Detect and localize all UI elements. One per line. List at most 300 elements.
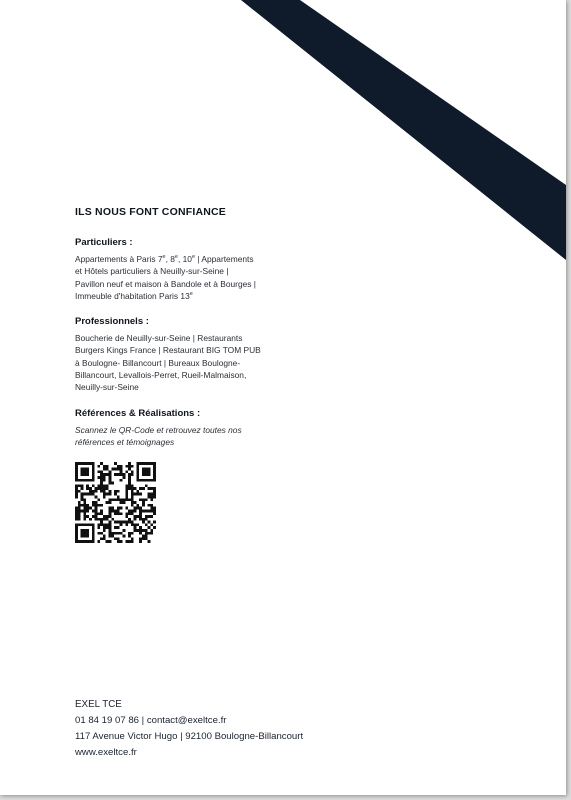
references-title: Références & Réalisations : [75,407,201,419]
qr-module [128,479,131,482]
qr-module [145,473,148,476]
qr-module [95,512,98,515]
qr-module [92,532,95,535]
qr-module [109,470,112,473]
qr-module [103,526,106,529]
qr-module [97,476,100,479]
qr-module [100,532,103,535]
qr-module [136,465,139,468]
qr-module [75,509,78,512]
qr-module [131,484,134,487]
qr-module [131,523,134,526]
qr-module [148,479,151,482]
qr-module [75,493,78,496]
qr-module [86,529,89,532]
qr-module [122,476,125,479]
qr-module [81,535,84,538]
qr-module [109,501,112,504]
qr-module [100,479,103,482]
qr-module [131,504,134,507]
qr-module [83,473,86,476]
qr-module [150,498,153,501]
qr-module [117,540,120,543]
qr-module [117,532,120,535]
qr-module [78,490,81,493]
qr-module [111,498,114,501]
qr-module [150,529,153,532]
qr-module [83,501,86,504]
qr-module [86,523,89,526]
qr-module [95,487,98,490]
qr-module [109,521,112,524]
qr-module [125,540,128,543]
qr-module [92,465,95,468]
qr-module [134,487,137,490]
qr-module [153,509,156,512]
qr-module [75,523,78,526]
qr-module [100,509,103,512]
footer [75,697,303,761]
qr-module [136,468,139,471]
qr-module [153,490,156,493]
qr-module [153,493,156,496]
qr-module [139,487,142,490]
qr-module [125,512,128,515]
qr-module [117,521,120,524]
qr-module [114,509,117,512]
qr-module [106,540,109,543]
qr-module [120,470,123,473]
qr-module [109,535,112,538]
qr-module [142,479,145,482]
qr-module [148,462,151,465]
qr-module [139,518,142,521]
qr-module [78,518,81,521]
qr-module [142,529,145,532]
qr-module [81,523,84,526]
qr-module [109,526,112,529]
qr-module [134,515,137,518]
qr-module [148,496,151,499]
qr-module [120,540,123,543]
qr-module [125,465,128,468]
qr-module [97,504,100,507]
qr-module [106,523,109,526]
qr-module [97,484,100,487]
qr-module [75,465,78,468]
qr-module [81,504,84,507]
qr-module [106,493,109,496]
qr-module [125,470,128,473]
qr-module [117,512,120,515]
qr-module [117,468,120,471]
qr-module [131,493,134,496]
qr-module [136,490,139,493]
qr-module [128,535,131,538]
qr-module [100,482,103,485]
qr-module [89,507,92,510]
qr-module [109,515,112,518]
qr-module [139,537,142,540]
qr-module [89,493,92,496]
website-link[interactable]: www.exeltce.fr [75,747,137,758]
qr-module [148,526,151,529]
qr-module [145,470,148,473]
qr-module [83,523,86,526]
qr-module [81,529,84,532]
qr-module [145,537,148,540]
qr-module [78,504,81,507]
qr-module [150,462,153,465]
qr-module [92,501,95,504]
qr-module [128,465,131,468]
qr-module [120,465,123,468]
qr-module [114,537,117,540]
qr-module [92,493,95,496]
qr-module [75,484,78,487]
qr-module [111,507,114,510]
main-title: ILS NOUS FONT CONFIANCE [75,206,227,218]
qr-module [153,476,156,479]
qr-module [86,507,89,510]
qr-module [117,526,120,529]
qr-module [83,479,86,482]
qr-module [134,501,137,504]
qr-module [142,470,145,473]
qr-module [75,507,78,510]
qr-module [100,462,103,465]
qr-module [120,521,123,524]
qr-module [92,529,95,532]
qr-module [106,465,109,468]
qr-module [131,473,134,476]
qr-module [86,535,89,538]
qr-module [131,509,134,512]
qr-module [148,515,151,518]
qr-module [120,507,123,510]
qr-module [150,532,153,535]
qr-module [117,507,120,510]
qr-module [145,462,148,465]
qr-module [131,496,134,499]
qr-module [114,468,117,471]
qr-module [83,468,86,471]
qr-module [131,490,134,493]
qr-module [75,473,78,476]
qr-module [114,498,117,501]
qr-module [81,470,84,473]
qr-module [103,537,106,540]
qr-module [75,487,78,490]
qr-module [83,518,86,521]
qr-module [78,512,81,515]
qr-module [120,479,123,482]
qr-module [114,532,117,535]
qr-module [153,470,156,473]
qr-module [83,498,86,501]
qr-module [75,490,78,493]
qr-module [120,532,123,535]
particuliers-text [75,253,305,302]
qr-module [103,465,106,468]
qr-module [103,484,106,487]
qr-module [109,476,112,479]
qr-module [136,504,139,507]
qr-module [114,490,117,493]
qr-module [150,504,153,507]
qr-module [83,470,86,473]
particuliers-line-1: Appartements à Paris 7e, 8e, 10e | Appartements [75,254,254,264]
professionnels-title: Professionnels : [75,316,149,328]
qr-module [92,504,95,507]
qr-module [117,509,120,512]
qr-module [83,535,86,538]
qr-module [142,535,145,538]
qr-module [134,518,137,521]
qr-module [89,487,92,490]
qr-module [78,479,81,482]
qr-module [106,473,109,476]
qr-module [111,535,114,538]
qr-module [95,507,98,510]
qr-module [153,479,156,482]
qr-module [103,479,106,482]
qr-module [145,532,148,535]
qr-module [75,470,78,473]
qr-module [86,487,89,490]
qr-module [148,504,151,507]
qr-module [83,529,86,532]
qr-module [114,521,117,524]
qr-module [150,493,153,496]
qr-code-icon[interactable] [75,462,156,543]
professionnels-line-3: à Boulogne- Billancourt | Bureaux Boulogne- [75,357,241,368]
qr-module [100,518,103,521]
qr-module [128,484,131,487]
qr-module [131,521,134,524]
qr-module [117,496,120,499]
qr-module [142,521,145,524]
qr-module [103,487,106,490]
qr-module [81,487,84,490]
qr-module [128,462,131,465]
qr-module [131,540,134,543]
qr-module [114,526,117,529]
qr-module [153,507,156,510]
qr-module [81,473,84,476]
qr-module [131,537,134,540]
qr-module [134,523,137,526]
qr-module [142,509,145,512]
qr-module [83,509,86,512]
qr-module [150,523,153,526]
qr-module [139,493,142,496]
qr-module [75,526,78,529]
qr-module [136,473,139,476]
qr-module [139,509,142,512]
qr-module [139,529,142,532]
qr-module [153,526,156,529]
qr-module [145,468,148,471]
qr-module [136,476,139,479]
qr-module [103,535,106,538]
qr-module [92,479,95,482]
qr-module [120,498,123,501]
qr-module [109,473,112,476]
qr-module [120,501,123,504]
qr-module [139,462,142,465]
references-text [75,424,305,449]
qr-module [83,532,86,535]
qr-module [89,462,92,465]
qr-module [83,512,86,515]
qr-module [103,523,106,526]
qr-module [125,498,128,501]
qr-module [83,504,86,507]
references-line-1: Scannez le QR-Code et retrouvez toutes nos [75,424,242,435]
qr-module [81,540,84,543]
qr-module [131,532,134,535]
qr-module [142,498,145,501]
qr-module [100,521,103,524]
qr-module [128,468,131,471]
qr-module [75,537,78,540]
qr-module [145,515,148,518]
qr-module [103,468,106,471]
qr-module [142,462,145,465]
qr-module [89,490,92,493]
qr-module [136,462,139,465]
qr-module [117,537,120,540]
qr-module [145,484,148,487]
qr-module [86,515,89,518]
qr-module [86,470,89,473]
qr-module [148,540,151,543]
qr-module [78,507,81,510]
qr-module [100,476,103,479]
qr-module [120,512,123,515]
particuliers-line-4: Immeuble d'habitation Paris 13e [75,290,193,301]
qr-module [92,470,95,473]
qr-module [89,540,92,543]
qr-module [100,473,103,476]
qr-module [145,518,148,521]
qr-module [97,526,100,529]
qr-module [100,523,103,526]
qr-module [78,523,81,526]
qr-module [139,532,142,535]
qr-module [145,509,148,512]
qr-module [128,521,131,524]
qr-module [111,532,114,535]
qr-module [125,493,128,496]
qr-module [97,523,100,526]
qr-module [153,465,156,468]
qr-module [131,487,134,490]
qr-module [125,496,128,499]
qr-module [75,479,78,482]
qr-module [106,518,109,521]
qr-module [95,496,98,499]
qr-module [134,507,137,510]
qr-module [148,509,151,512]
qr-module [100,537,103,540]
qr-module [122,529,125,532]
qr-module [150,509,153,512]
professionnels-text [75,332,305,393]
qr-module [125,490,128,493]
qr-module [92,484,95,487]
qr-module [103,493,106,496]
qr-module [128,509,131,512]
qr-module [86,462,89,465]
professionnels-line-5: Neuilly-sur-Seine [75,382,139,393]
qr-module [136,515,139,518]
qr-module [125,515,128,518]
qr-module [117,473,120,476]
qr-module [97,465,100,468]
qr-module [128,512,131,515]
content-block [75,206,305,460]
qr-module [92,515,95,518]
qr-module [142,518,145,521]
qr-module [142,501,145,504]
qr-module [81,484,84,487]
qr-module [128,476,131,479]
qr-module [139,512,142,515]
qr-module [125,487,128,490]
address-line: 117 Avenue Victor Hugo | 92100 Boulogne-Billancourt [75,731,304,742]
qr-module [131,498,134,501]
qr-module [150,479,153,482]
qr-module [131,470,134,473]
qr-module [100,512,103,515]
qr-module [128,540,131,543]
qr-module [89,518,92,521]
qr-module [92,523,95,526]
qr-module [78,515,81,518]
qr-module [109,540,112,543]
qr-module [148,521,151,524]
qr-module [109,479,112,482]
qr-module [92,473,95,476]
qr-module [145,498,148,501]
qr-module [103,529,106,532]
qr-module [86,540,89,543]
qr-module [78,484,81,487]
qr-module [150,515,153,518]
qr-module [142,504,145,507]
qr-module [106,484,109,487]
qr-module [75,476,78,479]
qr-module [83,540,86,543]
qr-module [97,540,100,543]
qr-module [139,498,142,501]
qr-module [117,498,120,501]
qr-module [109,532,112,535]
qr-module [114,493,117,496]
qr-module [75,496,78,499]
qr-module [139,540,142,543]
qr-module [136,493,139,496]
qr-module [92,462,95,465]
qr-module [128,532,131,535]
qr-module [125,521,128,524]
qr-module [120,473,123,476]
qr-module [97,470,100,473]
qr-module [106,487,109,490]
qr-module [109,509,112,512]
